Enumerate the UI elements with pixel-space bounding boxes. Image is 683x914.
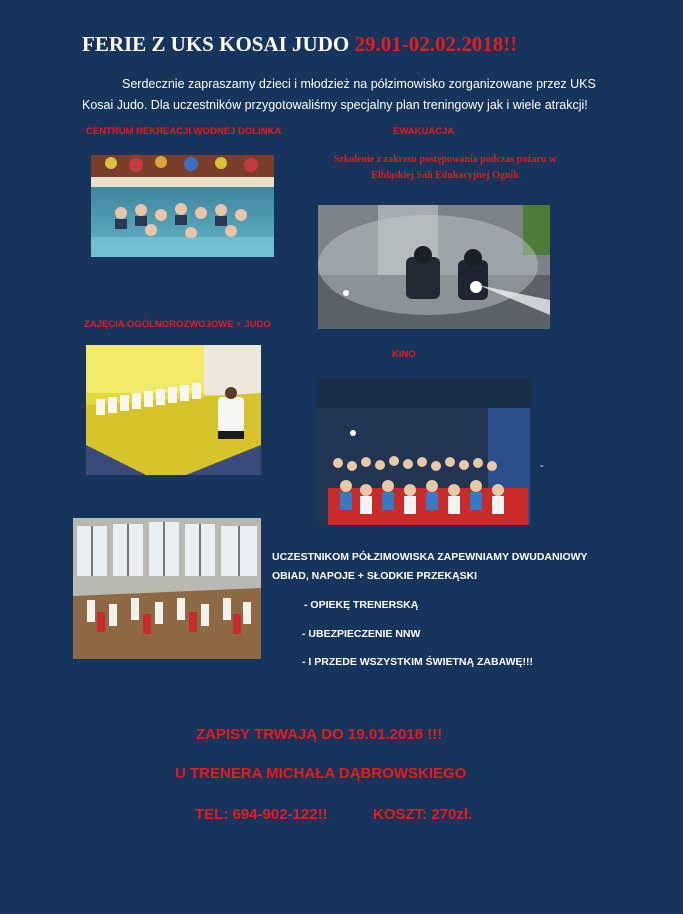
gym-photo — [73, 518, 261, 659]
offer-item-1: - OPIEKĘ TRENERSKĄ — [304, 599, 419, 611]
offer-line-2: OBIAD, NAPOJE + SŁODKIE PRZEKĄSKI — [272, 570, 478, 582]
intro-paragraph — [82, 74, 602, 116]
intro-line-2: Kosai Judo. Dla uczestników przygotowaliśmy specjalny plan treningowy jak i wiele atrakcji! — [82, 98, 588, 112]
pool-label: CENTRUM REKREACJI WODNEJ DOLINKA — [86, 126, 282, 137]
evacuation-label: EWAKUACJA — [393, 126, 455, 137]
phone-text: TEL: 694-902-122!! — [195, 806, 328, 823]
title-date: 29.01-02.02.2018!! — [354, 32, 518, 56]
stray-dash: - — [540, 460, 544, 472]
evacuation-desc-line-1: Szkolenie z zakresu postępowania podczas pożaru w — [333, 154, 557, 165]
intro-line-1: Serdecznie zapraszamy dzieci i młodzież na półzimowisko zorganizowane przez UKS — [122, 77, 596, 91]
judo-photo — [86, 345, 261, 475]
evacuation-desc-line-2: Elbląskiej Sali Edukacyjnej Ognik — [371, 170, 519, 181]
pool-photo — [91, 155, 274, 257]
page-title — [82, 32, 517, 57]
offer-item-3: - I PRZEDE WSZYSTKIM ŚWIETNĄ ZABAWĘ!!! — [302, 656, 533, 668]
evacuation-description — [300, 152, 590, 184]
offer-item-2: - UBEZPIECZENIE NNW — [302, 628, 421, 640]
title-main: FERIE Z UKS KOSAI JUDO — [82, 32, 355, 56]
offer-line-1: UCZESTNIKOM PÓŁZIMOWISKA ZAPEWNIAMY DWUDANIOWY — [272, 551, 588, 563]
cinema-label: KINO — [392, 349, 416, 360]
evacuation-photo — [318, 205, 550, 329]
judo-label: ZAJĘCIA OGÓLNOROZWOJOWE + JUDO — [84, 319, 271, 330]
trainer-text: U TRENERA MICHAŁA DĄBROWSKIEGO — [175, 765, 467, 782]
price-text: KOSZT: 270zł. — [373, 806, 473, 823]
deadline-text: ZAPISY TRWAJĄ DO 19.01.2018 !!! — [196, 726, 443, 743]
cinema-photo — [318, 378, 530, 525]
